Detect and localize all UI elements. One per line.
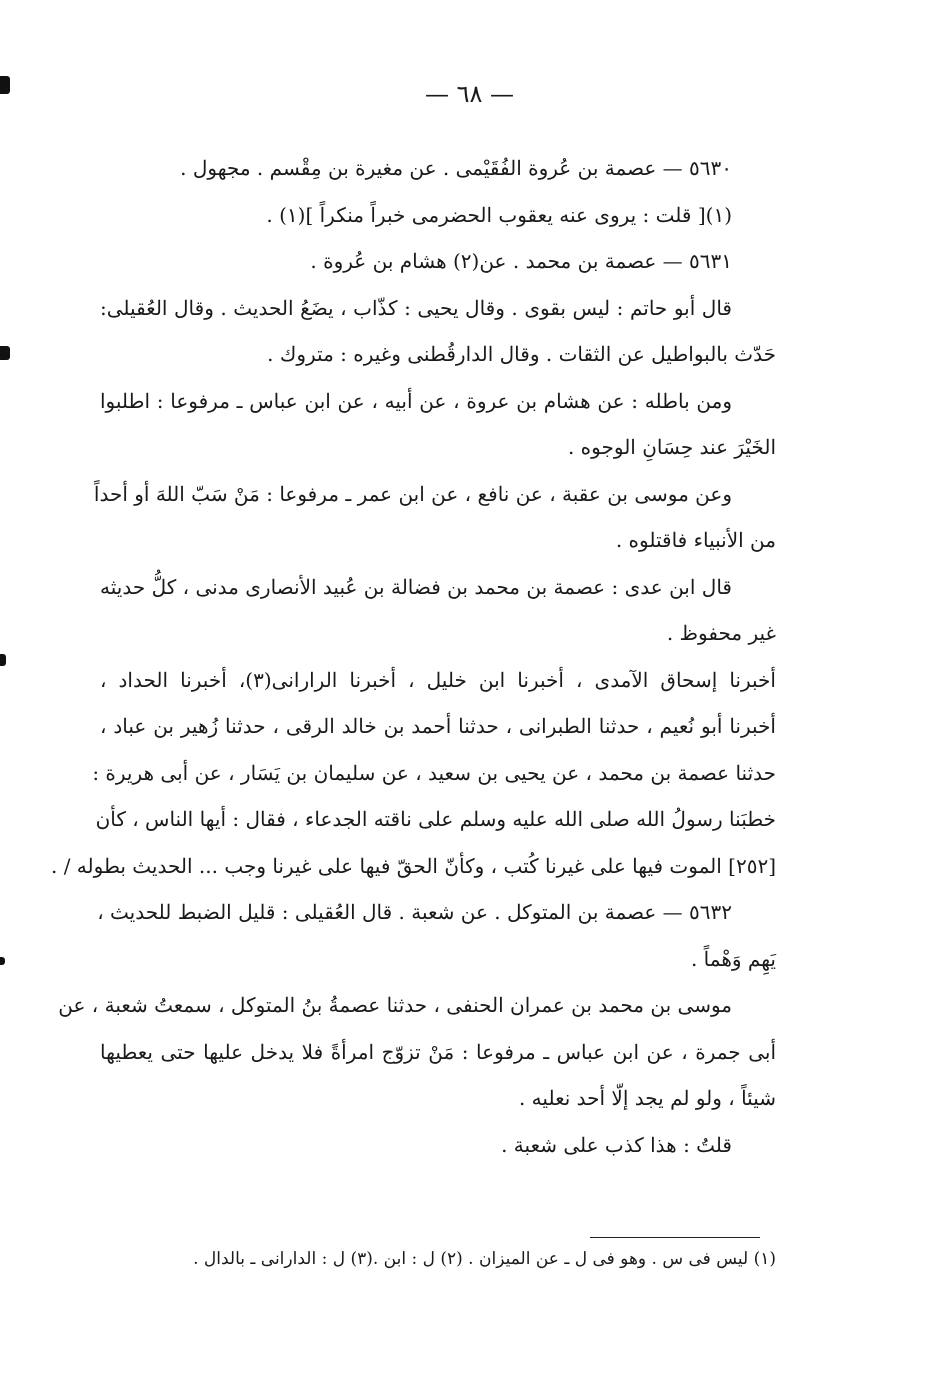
text-line: غير محفوظ . [666, 621, 776, 645]
footnote-divider [590, 1237, 760, 1238]
text-line: قلتُ : هذا كذب على شعبة . [501, 1132, 732, 1157]
text-line: ومن باطله : عن هشام بن عروة ، عن أبيه ، عن ابن عباس ـ مرفوعا : اطلبوا [100, 388, 732, 413]
text-line: أبى جمرة ، عن ابن عباس ـ مرفوعا : مَنْ تزوّج امرأةً فلا يدخل عليها حتى يعطيها [100, 1039, 776, 1064]
text-line: [٢٥٢] الموت فيها على غيرنا كُتب ، وكأنّ الحقّ فيها على غيرنا وجب ... الحديث بطوله / . [50, 853, 776, 878]
scan-margin-mark [0, 957, 5, 965]
text-line: وعن موسى بن عقبة ، عن نافع ، عن ابن عمر ـ مرفوعا : مَنْ سَبّ اللهَ أو أحداً [93, 481, 732, 506]
text-line: ٥٦٣٢ — عصمة بن المتوكل . عن شعبة . قال العُقيلى : قليل الضبط للحديث ، [97, 900, 732, 924]
text-line: (١)[ قلت : يروى عنه يعقوب الحضرمى خبراً منكراً ](١) . [266, 202, 732, 227]
text-line: ٥٦٣٠ — عصمة بن عُروة الفُقَيْمى . عن مغيرة بن مِقْسم . مجهول . [180, 156, 732, 180]
text-line: يَهِم وَهْماً . [690, 946, 776, 971]
scan-margin-mark [0, 346, 10, 360]
text-line: قال أبو حاتم : ليس بقوى . وقال يحيى : كذّاب ، يضَعُ الحديث . وقال العُقيلى: [100, 295, 732, 320]
text-line: الخَيْرَ عند حِسَانِ الوجوه . [567, 435, 776, 459]
text-line: أخبرنا إسحاق الآمدى ، أخبرنا ابن خليل ، أخبرنا الرارانى(٣)، أخبرنا الحداد ، [100, 667, 776, 692]
text-line: حدثنا عصمة بن محمد ، عن يحيى بن سعيد ، عن سليمان بن يَسَار ، عن أبى هريرة : [92, 760, 776, 785]
text-line: حَدّث بالبواطيل عن الثقات . وقال الدارقُطنى وغيره : متروك . [267, 342, 776, 366]
scan-margin-mark [0, 654, 6, 666]
text-line: من الأنبياء فاقتلوه . [615, 528, 776, 552]
footnotes: (١) ليس فى س . وهو فى ل ـ عن الميزان . (٢) ل : ابن .(٣) ل : الدارانى ـ بالدال . [193, 1249, 776, 1269]
body-text [50, 145, 776, 1168]
text-line: خطبَنا رسولُ الله صلى الله عليه وسلم على ناقته الجدعاء ، فقال : أيها الناس ، كأن [95, 807, 776, 831]
text-line: ٥٦٣١ — عصمة بن محمد . عن(٢) هشام بن عُروة . [310, 249, 732, 273]
text-line: أخبرنا أبو نُعيم ، حدثنا الطبرانى ، حدثنا أحمد بن خالد الرقى ، حدثنا زُهير بن عباد ، [100, 714, 776, 738]
text-line: قال ابن عدى : عصمة بن محمد بن فضالة بن عُبيد الأنصارى مدنى ، كلُّ حديثه [100, 574, 732, 599]
text-line: شيئاً ، ولو لم يجد إلّا أحد نعليه . [518, 1086, 776, 1110]
page-number: — ٦٨ — [424, 80, 515, 108]
text-line: موسى بن محمد بن عمران الحنفى ، حدثنا عصمةُ بنُ المتوكل ، سمعتُ شعبة ، عن [58, 993, 732, 1017]
